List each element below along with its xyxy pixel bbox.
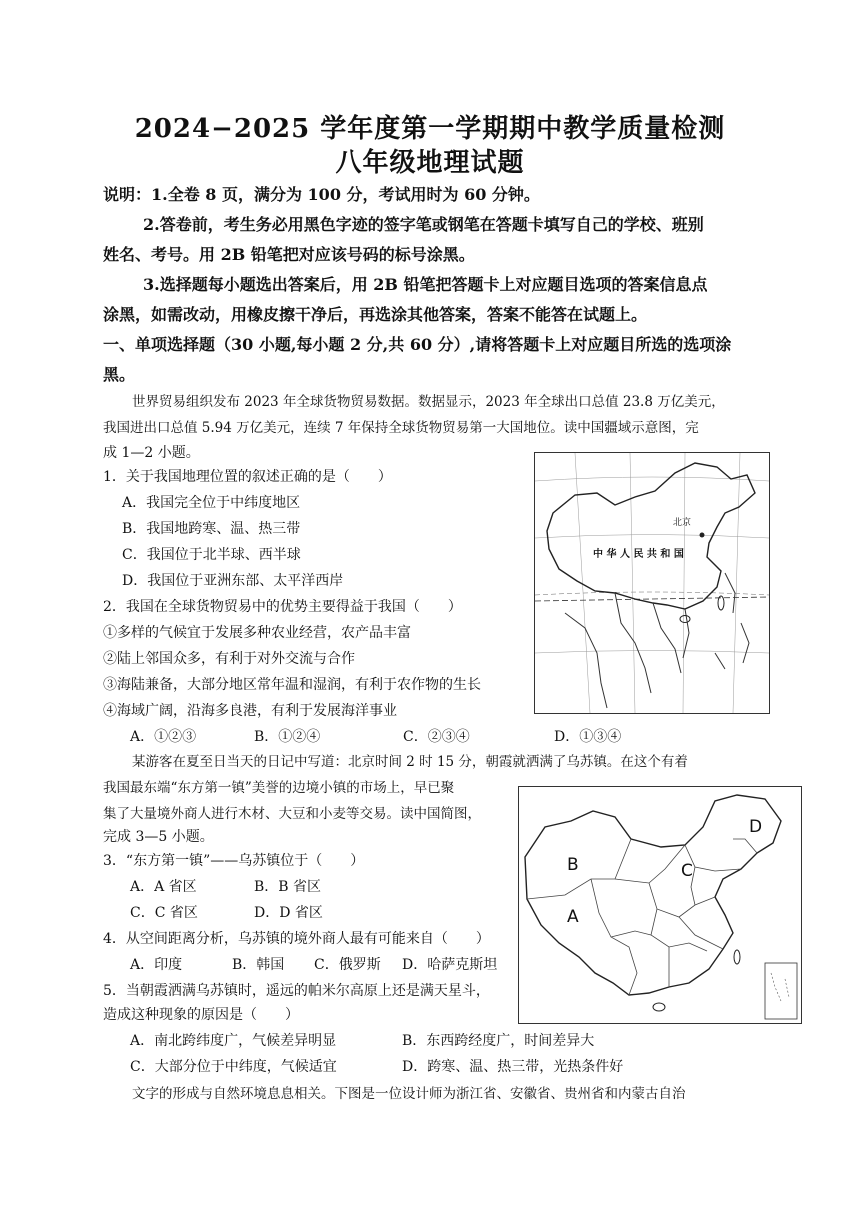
q4-stem: 4．从空间距离分析，乌苏镇的境外商人最有可能来自（ ） xyxy=(103,931,490,947)
q2-statement-1: ①多样的气候宜于发展多种农业经营，农产品丰富 xyxy=(103,625,411,641)
beijing-label: 北京 xyxy=(673,518,692,528)
q2-option-a: A．①②③ xyxy=(130,729,197,745)
q5-option-a: A．南北跨纬度广，气候差异明显 xyxy=(130,1033,337,1049)
q2-statement-4: ④海域广阔，沿海多良港，有利于发展海洋事业 xyxy=(103,703,397,719)
q4-option-d: D．哈萨克斯坦 xyxy=(402,957,498,973)
map-label-a: A xyxy=(567,907,579,927)
instruction-line-2a: 2.答卷前，考生务必用黑色字迹的签字笔或钢笔在答题卡填写自己的学校、班别 xyxy=(143,215,704,234)
passage2-line-1: 某游客在夏至日当天的日记中写道：北京时间 2 时 15 分，朝霞就洒满了乌苏镇。在这个有着 xyxy=(132,754,688,770)
map-label-c: C xyxy=(681,861,693,881)
passage1-line-2: 我国进出口总值 5.94 万亿美元，连续 7 年保持全球货物贸易第一大国地位。读中国疆域示意图，完 xyxy=(103,420,699,436)
q5-option-b: B．东西跨经度广，时间差异大 xyxy=(402,1033,595,1049)
exam-title: 2024−2025 学年度第一学期期中教学质量检测 xyxy=(134,114,726,144)
q4-option-c: C．俄罗斯 xyxy=(314,957,381,973)
q2-option-d: D．①③④ xyxy=(554,729,622,745)
q2-stem: 2．我国在全球货物贸易中的优势主要得益于我国（ ） xyxy=(103,599,462,615)
q2-statement-3: ③海陆兼备，大部分地区常年温和湿润，有利于农作物的生长 xyxy=(103,677,481,693)
passage1-line-1: 世界贸易组织发布 2023 年全球货物贸易数据。数据显示，2023 年全球出口总值 23.8 万亿美元， xyxy=(132,394,725,410)
q2-option-b: B．①②④ xyxy=(254,729,321,745)
china-territory-map-figure xyxy=(535,453,769,713)
instruction-line-2b: 姓名、考号。用 2B 铅笔把对应该号码的标号涂黑。 xyxy=(103,245,475,264)
q4-option-b: B．韩国 xyxy=(232,957,285,973)
q2-option-c: C．②③④ xyxy=(403,729,470,745)
q1-option-b: B．我国地跨寒、温、热三带 xyxy=(122,521,301,537)
passage1-line-3: 成 1—2 小题。 xyxy=(103,445,200,461)
map-label-d: D xyxy=(749,817,763,837)
q1-option-d: D．我国位于亚洲东部、太平洋西岸 xyxy=(122,573,344,589)
instruction-line-3a: 3.选择题每小题选出答案后，用 2B 铅笔把答题卡上对应题目选项的答案信息点 xyxy=(143,275,708,294)
section-heading: 一、单项选择题（30 小题,每小题 2 分,共 60 分）,请将答题卡上对应题目所选的选项涂 xyxy=(103,335,732,354)
section-heading-cont: 黑。 xyxy=(103,365,136,384)
q3-option-c: C．C 省区 xyxy=(130,905,198,921)
q5-option-d: D．跨寒、温、热三带，光热条件好 xyxy=(402,1059,624,1075)
q5-stem-cont: 造成这种现象的原因是（ ） xyxy=(103,1007,299,1023)
q2-statement-2: ②陆上邻国众多，有利于对外交流与合作 xyxy=(103,651,355,667)
q4-option-a: A．印度 xyxy=(130,957,183,973)
q3-option-a: A．A 省区 xyxy=(130,879,197,895)
passage3-line-1: 文字的形成与自然环境息息相关。下图是一位设计师为浙江省、安徽省、贵州省和内蒙古自治 xyxy=(132,1086,686,1102)
china-province-map xyxy=(518,786,802,1024)
instruction-line-1: 说明：1.全卷 8 页，满分为 100 分，考试用时为 60 分钟。 xyxy=(103,185,540,204)
q3-option-b: B．B 省区 xyxy=(254,879,322,895)
instruction-line-3b: 涂黑，如需改动，用橡皮擦干净后，再选涂其他答案，答案不能答在试题上。 xyxy=(103,305,648,324)
passage2-line-2: 我国最东端“东方第一镇”美誉的边境小镇的市场上，早已聚 xyxy=(103,780,455,796)
china-territory-map xyxy=(534,452,770,714)
q1-option-a: A．我国完全位于中纬度地区 xyxy=(122,495,301,511)
passage2-line-4: 完成 3—5 小题。 xyxy=(103,829,214,845)
q1-option-c: C．我国位于北半球、西半球 xyxy=(122,547,301,563)
q5-stem: 5．当朝霞洒满乌苏镇时，遥远的帕米尔高原上还是满天星斗， xyxy=(103,983,490,999)
map-label-b: B xyxy=(567,855,579,875)
q3-stem: 3．“东方第一镇”——乌苏镇位于（ ） xyxy=(103,853,365,869)
passage2-line-3: 集了大量境外商人进行木材、大豆和小麦等交易。读中国简图， xyxy=(103,806,481,822)
country-label: 中 华 人 民 共 和 国 xyxy=(593,549,684,560)
exam-subtitle: 八年级地理试题 xyxy=(335,148,525,178)
q3-option-d: D．D 省区 xyxy=(254,905,323,921)
q5-option-c: C．大部分位于中纬度，气候适宜 xyxy=(130,1059,337,1075)
q1-stem: 1．关于我国地理位置的叙述正确的是（ ） xyxy=(103,469,392,485)
